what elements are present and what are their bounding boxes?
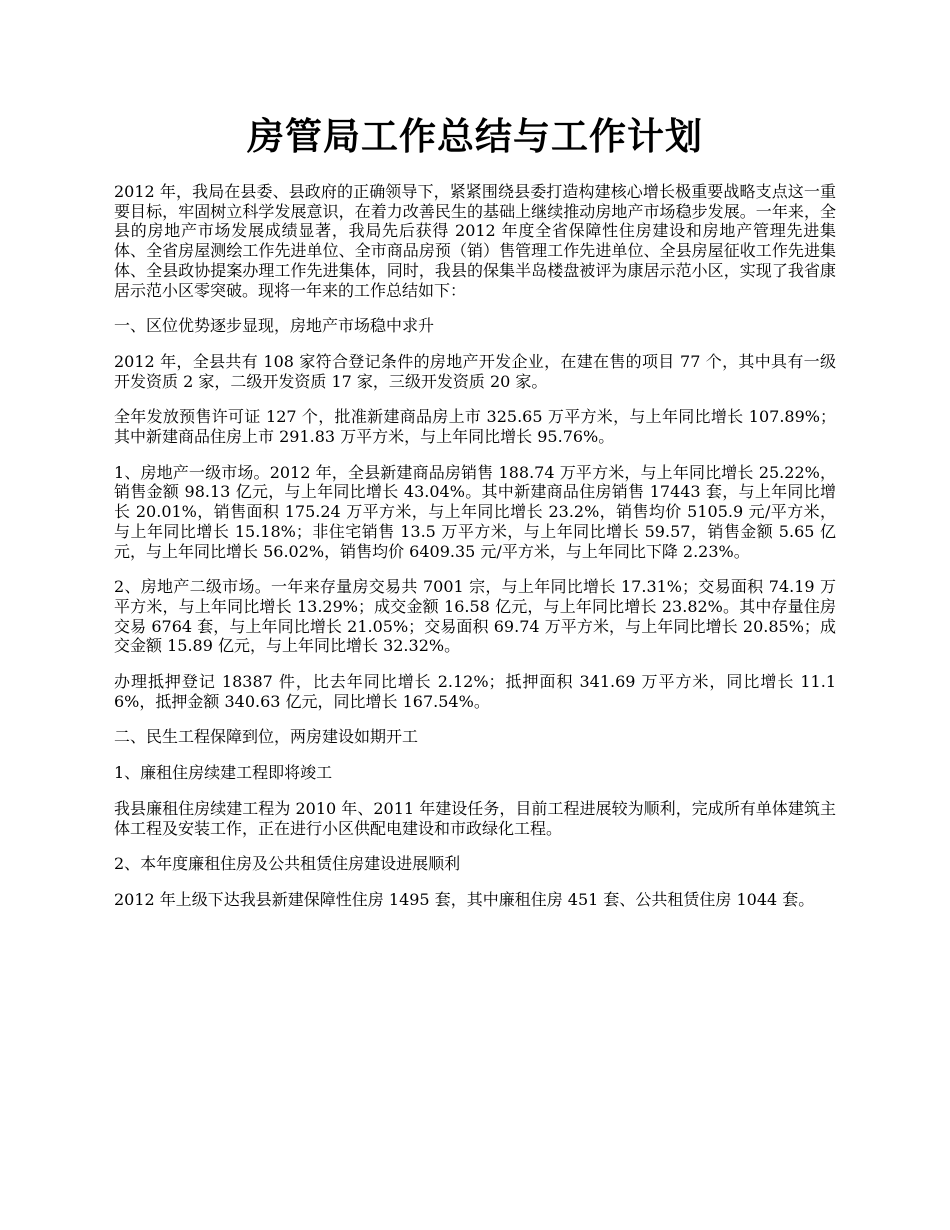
section-heading-livelihood: 二、民生工程保障到位，两房建设如期开工 xyxy=(114,727,419,747)
paragraph-secondary-market: 2、房地产二级市场。一年来存量房交易共 7001 宗，与上年同比增长 17.31%；交易面积 74.19 万平方米，与上年同比增长 13.29%；成交金额 16.58 亿元，与上年同比增长 23.82%。其中存量住房交易 6764 套，与上年同比增长 21.05%；交易面积 69.74 万平方米，与上年同比增长 20.85%；成交金额 15.89 亿元，与上年同比增长 32.32%。 xyxy=(114,577,836,656)
section-heading-market: 一、区位优势逐步显现，房地产市场稳中求升 xyxy=(114,316,435,336)
document-title: 房管局工作总结与工作计划 xyxy=(247,114,703,158)
paragraph-intro: 2012 年，我局在县委、县政府的正确领导下，紧紧围绕县委打造构建核心增长极重要战略支点这一重要目标，牢固树立科学发展意识，在着力改善民生的基础上继续推动房地产市场稳步发展。一年来，全县的房地产市场发展成绩显著，我局先后获得 2012 年度全省保障性住房建设和房地产管理先进集体、全省房屋测绘工作先进单位、全市商品房预（销）售管理工作先进单位、全县房屋征收工作先进集体、全县政协提案办理工作先进集体，同时，我县的保集半岛楼盘被评为康居示范小区，实现了我省康居示范小区零突破。现将一年来的工作总结如下： xyxy=(114,182,836,300)
subheading-low-rent-housing: 1、廉租住房续建工程即将竣工 xyxy=(114,763,333,783)
paragraph-mortgage: 办理抵押登记 18387 件，比去年同比增长 2.12%；抵押面积 341.69 万平方米，同比增长 11.16%，抵押金额 340.63 亿元，同比增长 167.54%。 xyxy=(114,672,836,711)
subheading-annual-construction: 2、本年度廉租住房及公共租赁住房建设进展顺利 xyxy=(114,854,461,874)
paragraph-developers: 2012 年，全县共有 108 家符合登记条件的房地产开发企业，在建在售的项目 77 个，其中具有一级开发资质 2 家，二级开发资质 17 家，三级开发资质 20 家。 xyxy=(114,351,836,391)
paragraph-primary-market: 1、房地产一级市场。2012 年，全县新建商品房销售 188.74 万平方米，与上年同比增长 25.22%，销售金额 98.13 亿元，与上年同比增长 43.04%。其中新建商品住房销售 17443 套，与上年同比增长 20.01%，销售面积 175.24 万平方米，与上年同比增长 23.2%，销售均价 5105.9 元/平方米，与上年同比增长 15.18%；非住宅销售 13.5 万平方米，与上年同比增长 59.57，销售金额 5.65 亿元，与上年同比增长 56.02%，销售均价 6409.35 元/平方米，与上年同比下降 2.23%。 xyxy=(114,462,836,561)
document-body xyxy=(114,182,836,926)
paragraph-presale-permits: 全年发放预售许可证 127 个，批准新建商品房上市 325.65 万平方米，与上年同比增长 107.89%；其中新建商品住房上市 291.83 万平方米，与上年同比增长 95.76%。 xyxy=(114,407,836,447)
paragraph-affordable-housing: 2012 年上级下达我县新建保障性住房 1495 套，其中廉租住房 451 套、公共租赁住房 1044 套。 xyxy=(114,889,815,909)
paragraph-low-rent-progress: 我县廉租住房续建工程为 2010 年、2011 年建设任务，目前工程进展较为顺利，完成所有单体建筑主体工程及安装工作，正在进行小区供配电建设和市政绿化工程。 xyxy=(114,798,836,838)
